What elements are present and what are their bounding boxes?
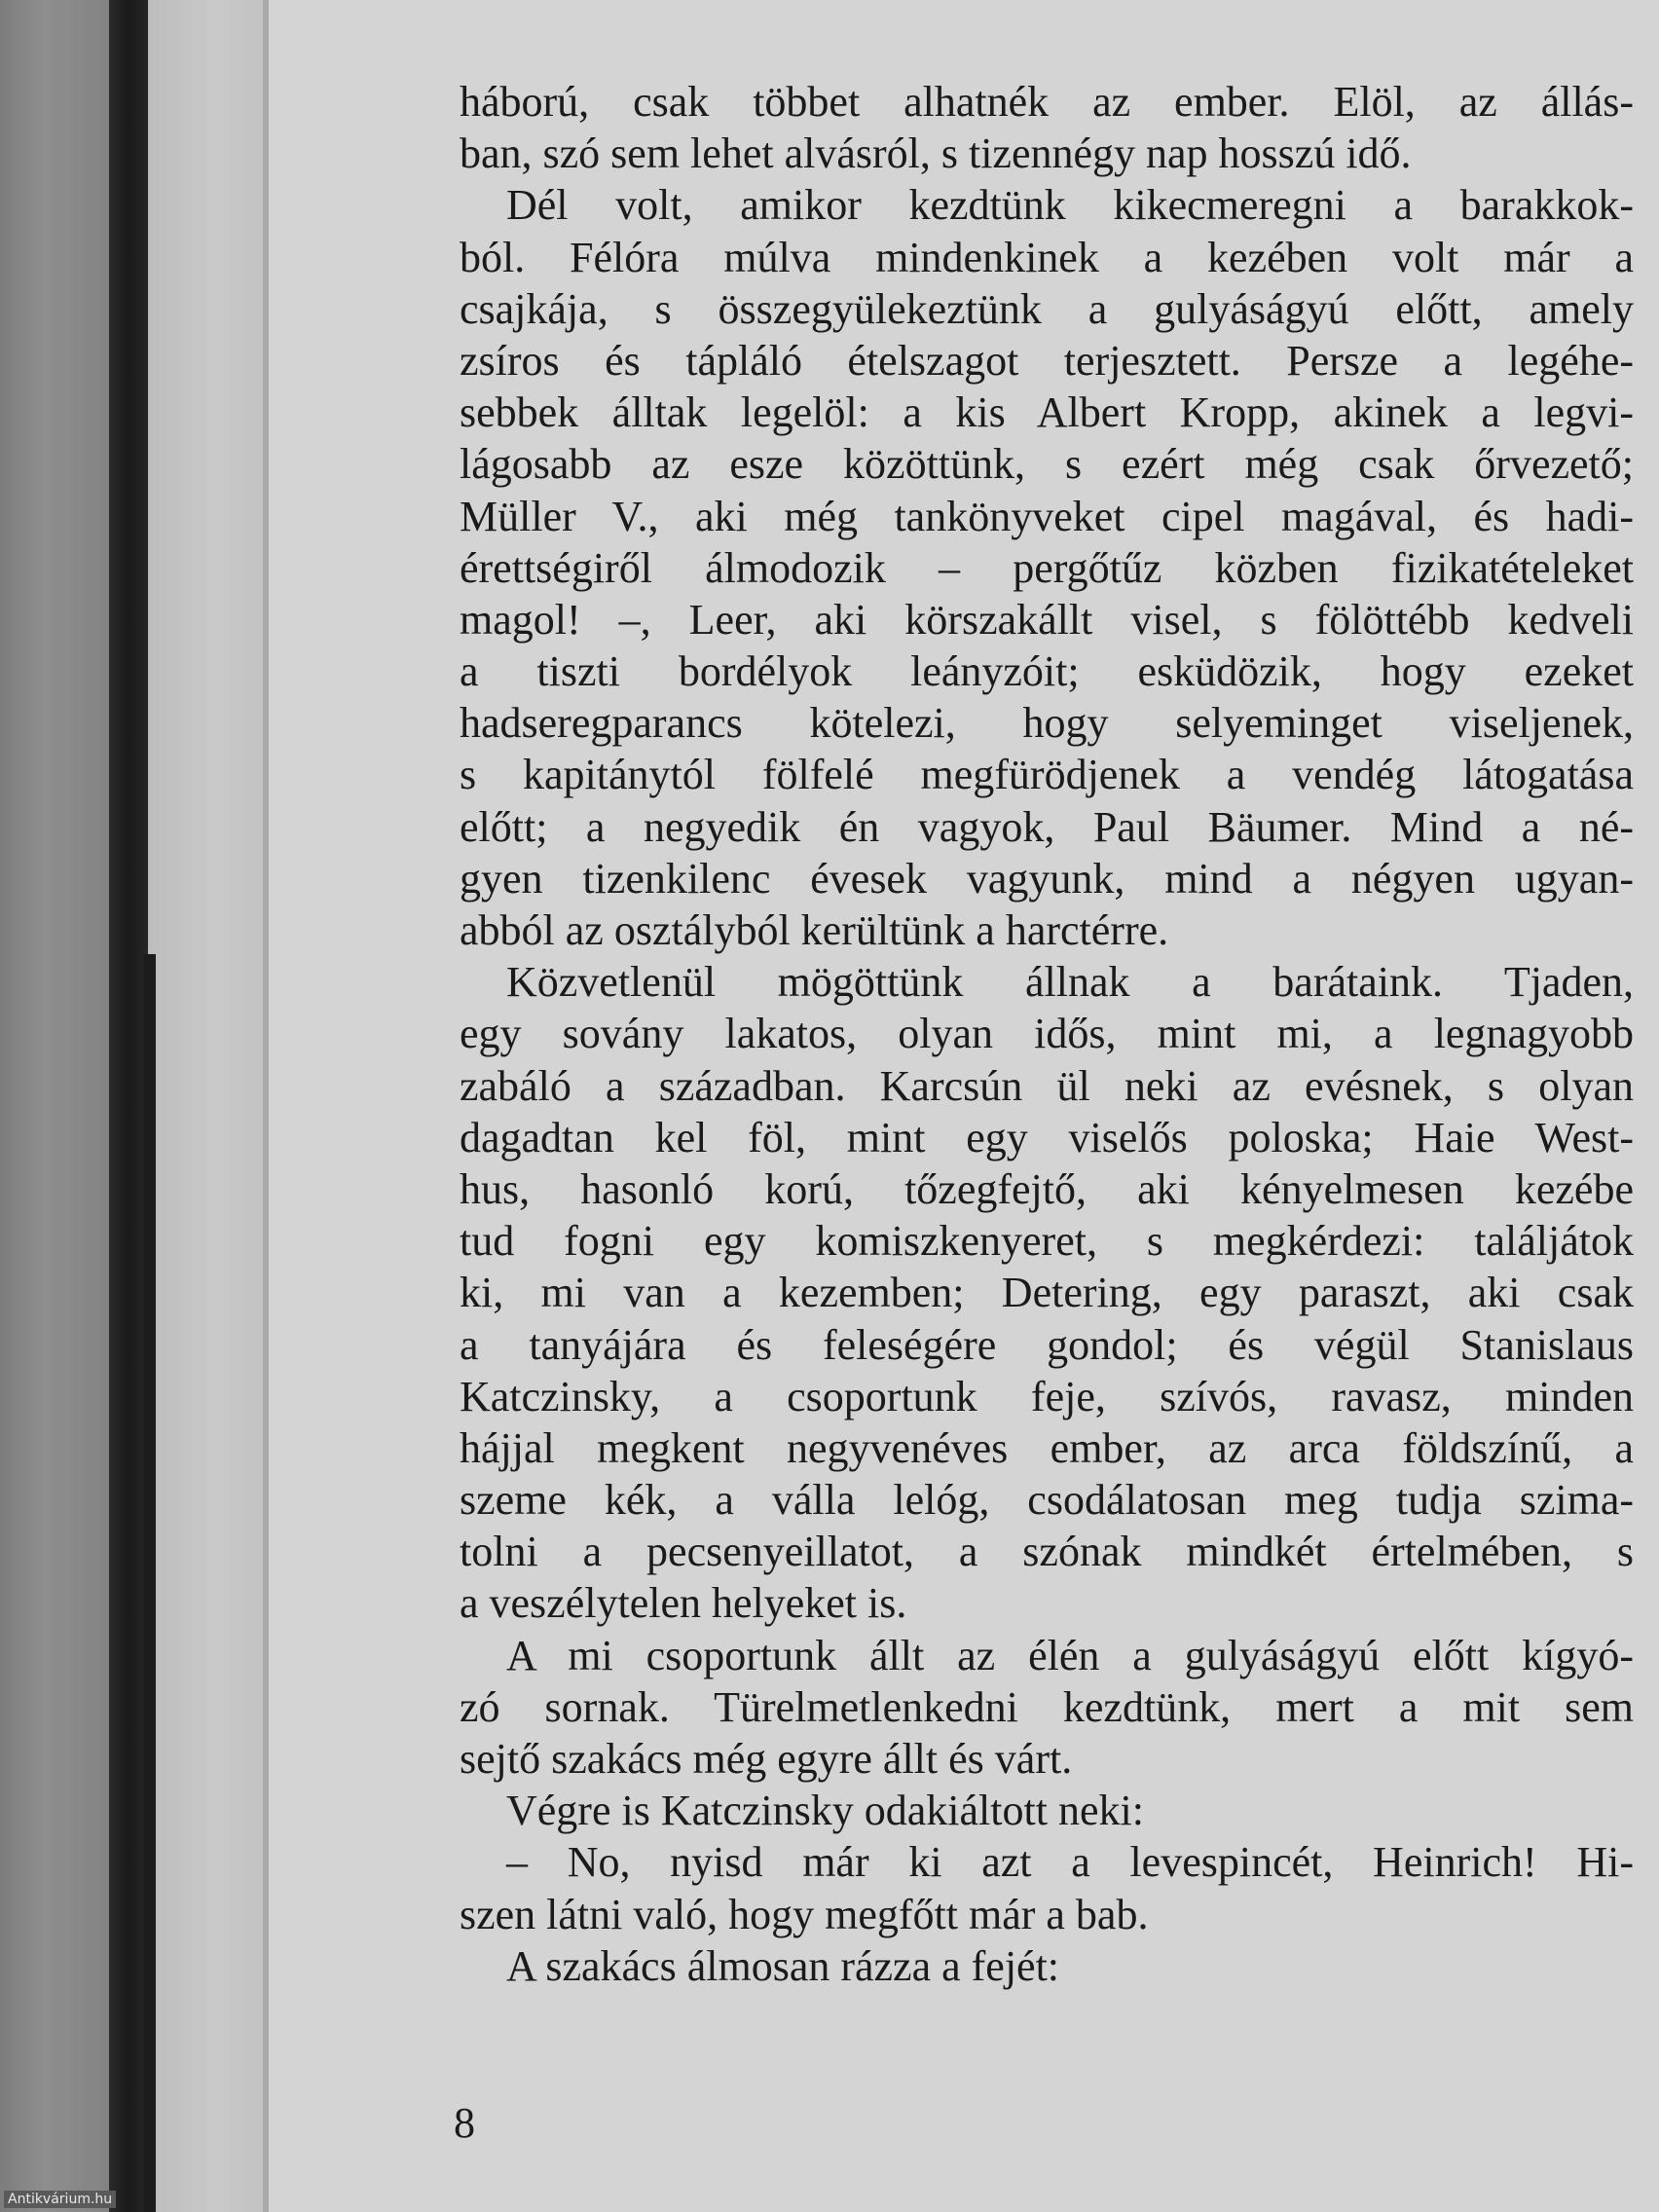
book-page (269, 0, 1659, 2212)
text-line: egy sovány lakatos, olyan idős, mint mi, a legnagyobb (460, 1010, 1634, 1058)
text-line: a veszélytelen helyeket is. (460, 1579, 907, 1628)
text-line: érettségiről álmodozik – pergőtűz közben fizikatételeket (460, 543, 1634, 592)
text-line: gyen tizenkilenc évesek vagyunk, mind a négyen ugyan- (460, 854, 1634, 903)
spine-edge (144, 954, 156, 2212)
text-line: magol! –, Leer, aki körszakállt visel, s fölöttébb kedveli (460, 595, 1634, 644)
text-line: lágosabb az esze közöttünk, s ezért még csak őrvezető; (460, 440, 1634, 489)
text-line: abból az osztályból kerültünk a harctérre. (460, 906, 1169, 954)
text-line: hájjal megkent negyvenéves ember, az arca földszínű, a (460, 1423, 1634, 1472)
text-line: csajkája, s összegyülekeztünk a gulyáságyú előtt, amely (460, 284, 1634, 333)
text-line: háború, csak többet alhatnék az ember. Elöl, az állás- (460, 78, 1634, 126)
text-line: Közvetlenül mögöttünk állnak a barátaink. Tjaden, (506, 958, 1634, 1007)
text-line: Katczinsky, a csoportunk feje, szívós, ravasz, minden (460, 1372, 1634, 1420)
text-line: zó sornak. Türelmetlenkedni kezdtünk, mert a mit sem (460, 1682, 1634, 1731)
text-line: szen látni való, hogy megfőtt már a bab. (460, 1890, 1149, 1938)
text-line: a tiszti bordélyok leányzóit; esküdözik, hogy ezeket (460, 647, 1634, 696)
book-spine (109, 0, 148, 2212)
page-gutter (148, 0, 263, 2212)
text-line: A szakács álmosan rázza a fejét: (506, 1941, 1060, 1990)
body-text (460, 76, 1634, 1992)
text-line: hadseregparancs kötelezi, hogy selyeminget viseljenek, (460, 699, 1634, 748)
text-line: dagadtan kel föl, mint egy viselős poloska; Haie West- (460, 1113, 1634, 1161)
text-line: előtt; a negyedik én vagyok, Paul Bäumer. Mind a né- (460, 802, 1634, 851)
text-line: Végre is Katczinsky odakiáltott neki: (506, 1787, 1144, 1835)
text-line: szeme kék, a válla lelóg, csodálatosan meg tudja szima- (460, 1476, 1634, 1525)
text-line: ból. Félóra múlva mindenkinek a kezében volt már a (460, 233, 1634, 281)
text-line: zabáló a században. Karcsún ül neki az evésnek, s olyan (460, 1061, 1634, 1110)
text-line: tud fogni egy komiszkenyeret, s megkérdezi: találjátok (460, 1217, 1634, 1266)
text-line: Müller V., aki még tankönyveket cipel magával, és hadi- (460, 492, 1634, 540)
text-line: ban, szó sem lehet alvásról, s tizennégy nap hosszú idő. (460, 129, 1412, 178)
page-number: 8 (454, 2099, 475, 2147)
text-line: zsíros és tápláló ételszagot terjesztett. Persze a legéhe- (460, 336, 1634, 385)
text-line: – No, nyisd már ki azt a levespincét, Heinrich! Hi- (506, 1838, 1634, 1887)
text-line: s kapitánytól fölfelé megfürödjenek a vendég látogatása (460, 751, 1634, 799)
watermark-logo: Antikvárium.hu (4, 2191, 116, 2208)
text-line: A mi csoportunk állt az élén a gulyáságyú előtt kígyó- (506, 1631, 1634, 1679)
text-line: ki, mi van a kezemben; Detering, egy paraszt, aki csak (460, 1269, 1634, 1317)
text-line: hus, hasonló korú, tőzegfejtő, aki kényelmesen kezébe (460, 1164, 1634, 1213)
text-line: sejtő szakács még egyre állt és várt. (460, 1735, 1073, 1783)
text-line: a tanyájára és feleségére gondol; és végül Stanislaus (460, 1320, 1634, 1369)
text-line: Dél volt, amikor kezdtünk kikecmeregni a barakkok- (506, 181, 1634, 230)
text-line: sebbek álltak legelöl: a kis Albert Kropp, akinek a legvi- (460, 388, 1634, 437)
background-left (0, 0, 109, 2212)
text-line: tolni a pecsenyeillatot, a szónak mindkét értelmében, s (460, 1528, 1634, 1576)
